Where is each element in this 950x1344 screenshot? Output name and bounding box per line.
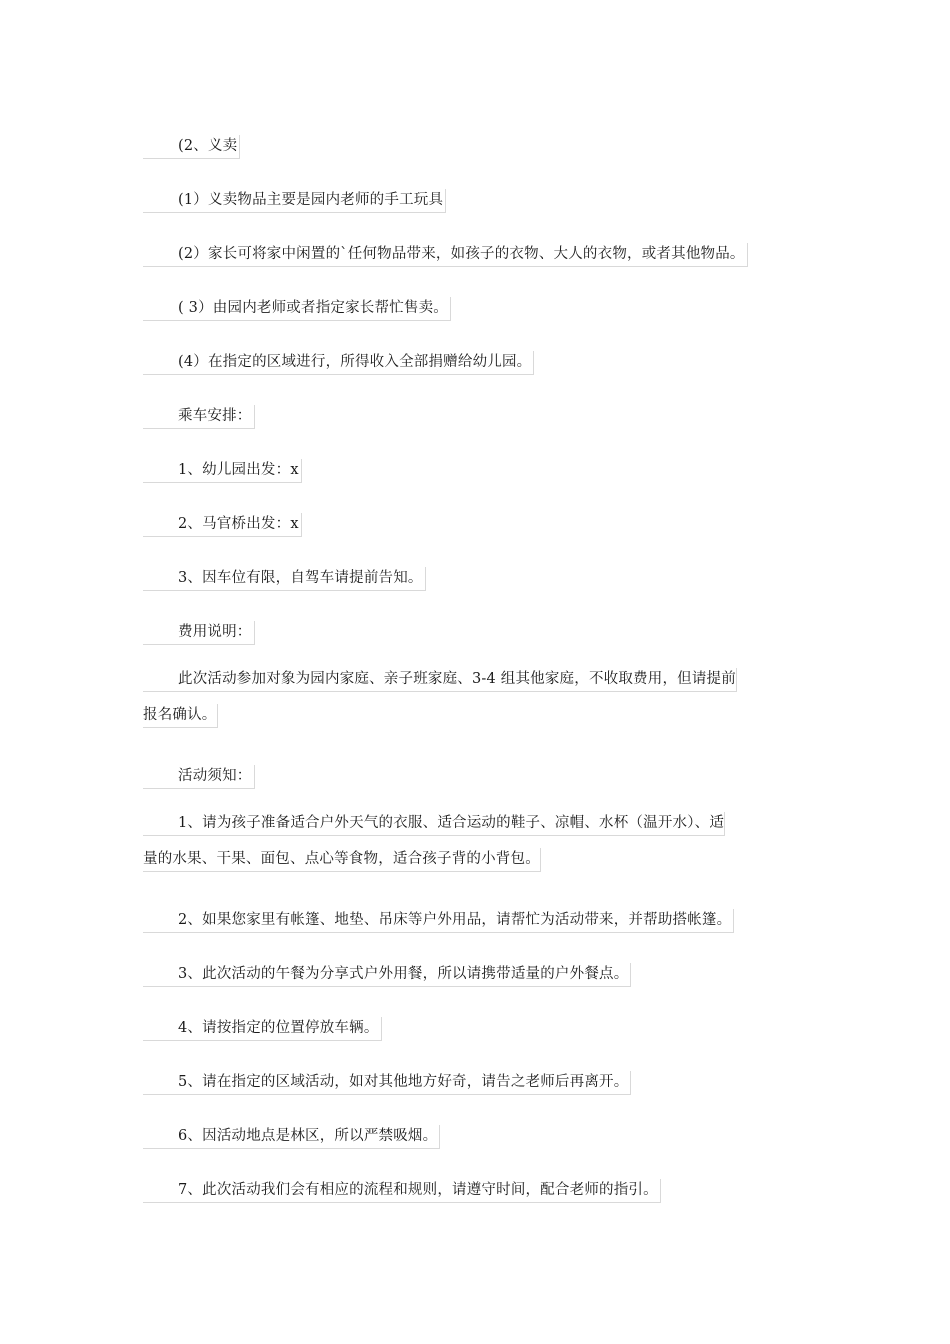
text-line: ( 3）由园内老师或者指定家长帮忙售卖。: [143, 297, 451, 321]
text-line: 6、因活动地点是林区，所以严禁吸烟。: [143, 1125, 440, 1149]
text-line: 1、幼儿园出发：x: [143, 459, 302, 483]
paragraph-sale-item-3: [143, 290, 451, 326]
text-line: 4、请按指定的位置停放车辆。: [143, 1017, 382, 1041]
text-line: 2、马官桥出发：x: [143, 513, 302, 537]
text-line: 费用说明：: [143, 621, 255, 645]
paragraph-notice-heading: [143, 758, 255, 794]
text-line: (4）在指定的区域进行，所得收入全部捐赠给幼儿园。: [143, 351, 534, 375]
paragraph-fee-heading: [143, 614, 255, 650]
paragraph-notice-6: [143, 1118, 440, 1154]
paragraph-fee-description: [143, 668, 808, 740]
paragraph-sale-item-4: [143, 344, 534, 380]
text-line: 乘车安排：: [143, 405, 255, 429]
paragraph-transport-3: [143, 560, 426, 596]
paragraph-charity-sale-heading: [143, 128, 240, 164]
paragraph-sale-item-2: [143, 236, 748, 272]
paragraph-notice-7: [143, 1172, 661, 1208]
paragraph-sale-item-1: [143, 182, 446, 218]
text-line: 3、此次活动的午餐为分享式户外用餐，所以请携带适量的户外餐点。: [143, 963, 631, 987]
text-line: 7、此次活动我们会有相应的流程和规则，请遵守时间，配合老师的指引。: [143, 1179, 661, 1203]
text-line: (1）义卖物品主要是园内老师的手工玩具: [143, 189, 446, 213]
text-line: 报名确认。: [143, 704, 218, 728]
text-line: 3、因车位有限，自驾车请提前告知。: [143, 567, 426, 591]
text-line: 活动须知：: [143, 765, 255, 789]
paragraph-notice-1: [143, 812, 808, 884]
paragraph-notice-2: [143, 902, 734, 938]
text-line: 此次活动参加对象为园内家庭、亲子班家庭、3-4 组其他家庭，不收取费用，但请提前: [143, 668, 737, 692]
text-line: 2、如果您家里有帐篷、地垫、吊床等户外用品，请帮忙为活动带来，并帮助搭帐篷。: [143, 909, 734, 933]
text-line: 5、请在指定的区域活动，如对其他地方好奇，请告之老师后再离开。: [143, 1071, 631, 1095]
text-line: 量的水果、干果、面包、点心等食物，适合孩子背的小背包。: [143, 848, 541, 872]
paragraph-notice-4: [143, 1010, 382, 1046]
text-line: (2）家长可将家中闲置的`任何物品带来，如孩子的衣物、大人的衣物，或者其他物品。: [143, 243, 748, 267]
paragraph-transport-2: [143, 506, 302, 542]
text-line: 1、请为孩子准备适合户外天气的衣服、适合运动的鞋子、凉帽、水杯（温开水）、适: [143, 812, 725, 836]
paragraph-transport-heading: [143, 398, 255, 434]
text-line: (2、义卖: [143, 135, 240, 159]
paragraph-notice-5: [143, 1064, 631, 1100]
paragraph-transport-1: [143, 452, 302, 488]
paragraph-notice-3: [143, 956, 631, 992]
